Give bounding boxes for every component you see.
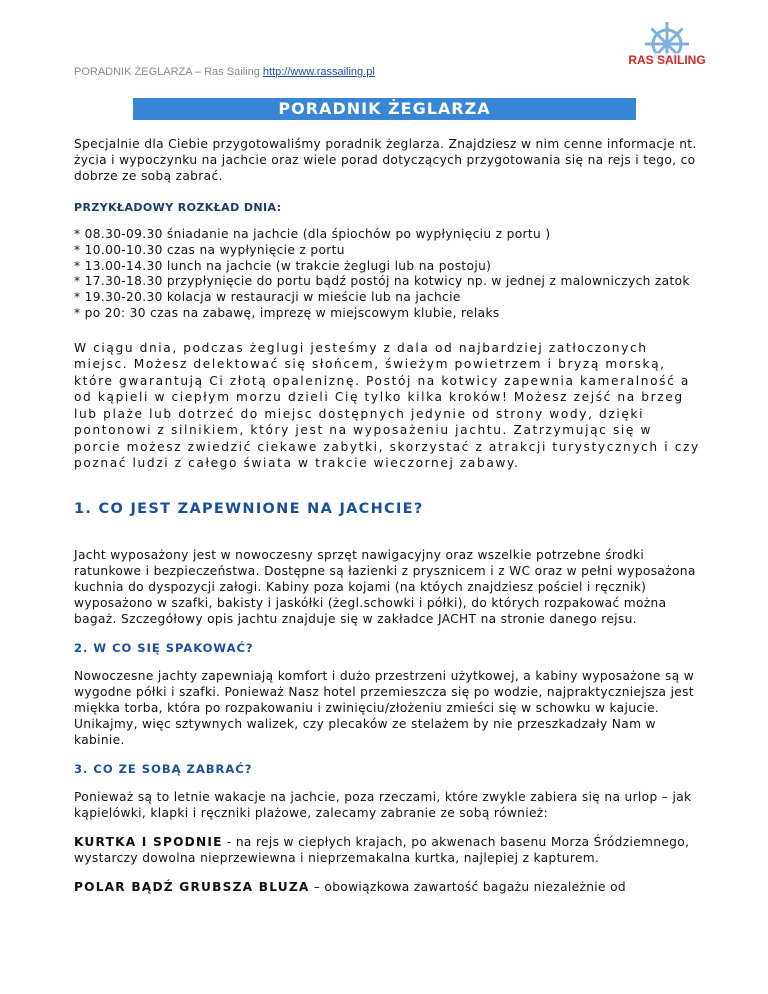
schedule-list: [74, 227, 704, 322]
day-paragraph: W ciągu dnia, podczas żeglugi jesteśmy z dala od najbardziej zatłoczonych miejsc. Możesz delektować się słońcem, świeżym powietrzem i bryzą morską, które gwarantują Ci złotą opaleniznę. Postój na kotwicy zapewnia kameralność a od kąpieli w ciepłym morzu dzieli Cię tylko kilka kroków! Możesz zejść na brzeg lub plaże lub dotrzeć do miejsc dostępnych jedynie od strony wody, dzięki pontonowi z silnikiem, który jest na wyposażeniu jachtu. Zatrzymując się w porcie możesz zwiedzić ciekawe zabytki, skorzystać z atrakcji turystycznych i czy poznać ludzi z całego świata w trakcie wieczornej zabawy.: [74, 340, 700, 471]
section-3-heading: 3. CO ZE SOBĄ ZABRAĆ?: [74, 761, 253, 776]
list-item: * po 20: 30 czas na zabawę, imprezę w miejscowym klubie, relaks: [74, 305, 500, 320]
item-jacket-text: - na rejs w ciepłych krajach, po akwenach basenu Morza Śródziemnego, wystarczy dowolna nieprzewiewna i nieprzemakalna kurtka, najlepiej z kapturem.: [74, 834, 690, 865]
item-fleece-label: POLAR BĄDŹ GRUBSZA BLUZA: [74, 879, 310, 894]
document-body: [74, 136, 704, 895]
section-2-text: Nowoczesne jachty zapewniają komfort i dużo przestrzeni użytkowej, a kabiny wyposażone są w wygodne półki i szafki. Ponieważ Nasz hotel przemieszcza się po wodzie, najpraktyczniejsza jest miękka torba, która po rozpakowaniu i zwinięciu/złożeniu zmieści się w schowku w kajucie. Unikajmy, więc sztywnych walizek, czy plecaków ze stelażem by nie przeszkadzały Nam w kabinie.: [74, 668, 695, 747]
logo-text: RAS SAILING: [628, 53, 706, 67]
list-item: * 17.30-18.30 przypłynięcie do portu bądź postój na kotwicy np. w jednej z malowniczych zatok: [74, 274, 690, 289]
section-1-text: Jacht wyposażony jest w nowoczesny sprzęt nawigacyjny oraz wszelkie potrzebne środki ratunkowe i bezpieczeństwa. Dostępne są łazienki z prysznicem i z WC oraz w pełni wyposażona kuchnia do dyspozycji załogi. Kabiny poza kojami (na któych znajdziesz pościel i ręcznik) wyposażono w szafki, bakisty i jaskółki (żegl.schowki i półki), do których rozpakować można bagaż. Szczegółowy opis jachtu znajduje się w zakładce JACHT na stronie danego rejsu.: [74, 547, 696, 626]
item-fleece-text: – obowiązkowa zawartość bagażu niezależnie od: [309, 879, 627, 894]
list-item: * 08.30-09.30 śniadanie na jachcie (dla śpiochów po wypłynięciu z portu ): [74, 227, 551, 241]
ship-wheel-icon: [628, 20, 706, 80]
section-2-heading: 2. W CO SIĘ SPAKOWAĆ?: [74, 640, 254, 655]
intro-paragraph: Specjalnie dla Ciebie przygotowaliśmy poradnik żeglarza. Znajdziesz w nim cenne informacje nt. życia i wypoczynku na jachcie oraz wiele porad dotyczących przygotowania się na rejs i tego, co dobrze ze sobą zabrać.: [74, 137, 697, 183]
item-jacket-label: KURTKA I SPODNIE: [74, 834, 223, 849]
section-1-heading: 1. CO JEST ZAPEWNIONE NA JACHCIE?: [74, 500, 424, 517]
list-item: * 19.30-20.30 kolacja w restauracji w mieście lub na jachcie: [74, 290, 461, 305]
page-title: PORADNIK ŻEGLARZA: [133, 98, 636, 120]
item-fleece: [74, 879, 704, 895]
item-jacket: [74, 834, 704, 866]
header-prefix: PORADNIK ŻEGLARZA – Ras Sailing: [74, 66, 260, 78]
list-item: * 13.00-14.30 lunch na jachcie (w trakcie żeglugi lub na postoju): [74, 258, 492, 273]
section-3-intro: Ponieważ są to letnie wakacje na jachcie, poza rzeczami, które zwykle zabiera się na urlop – jak kąpielówki, klapki i ręczniki plażowe, zalecamy zabranie ze sobą również:: [74, 789, 692, 820]
page-header: [74, 66, 375, 78]
ras-sailing-logo: [628, 20, 706, 80]
header-link[interactable]: http://www.rassailing.pl: [262, 66, 375, 78]
list-item: * 10.00-10.30 czas na wypłynięcie z portu: [74, 242, 345, 257]
schedule-heading: PRZYKŁADOWY ROZKŁAD DNIA:: [74, 201, 282, 214]
